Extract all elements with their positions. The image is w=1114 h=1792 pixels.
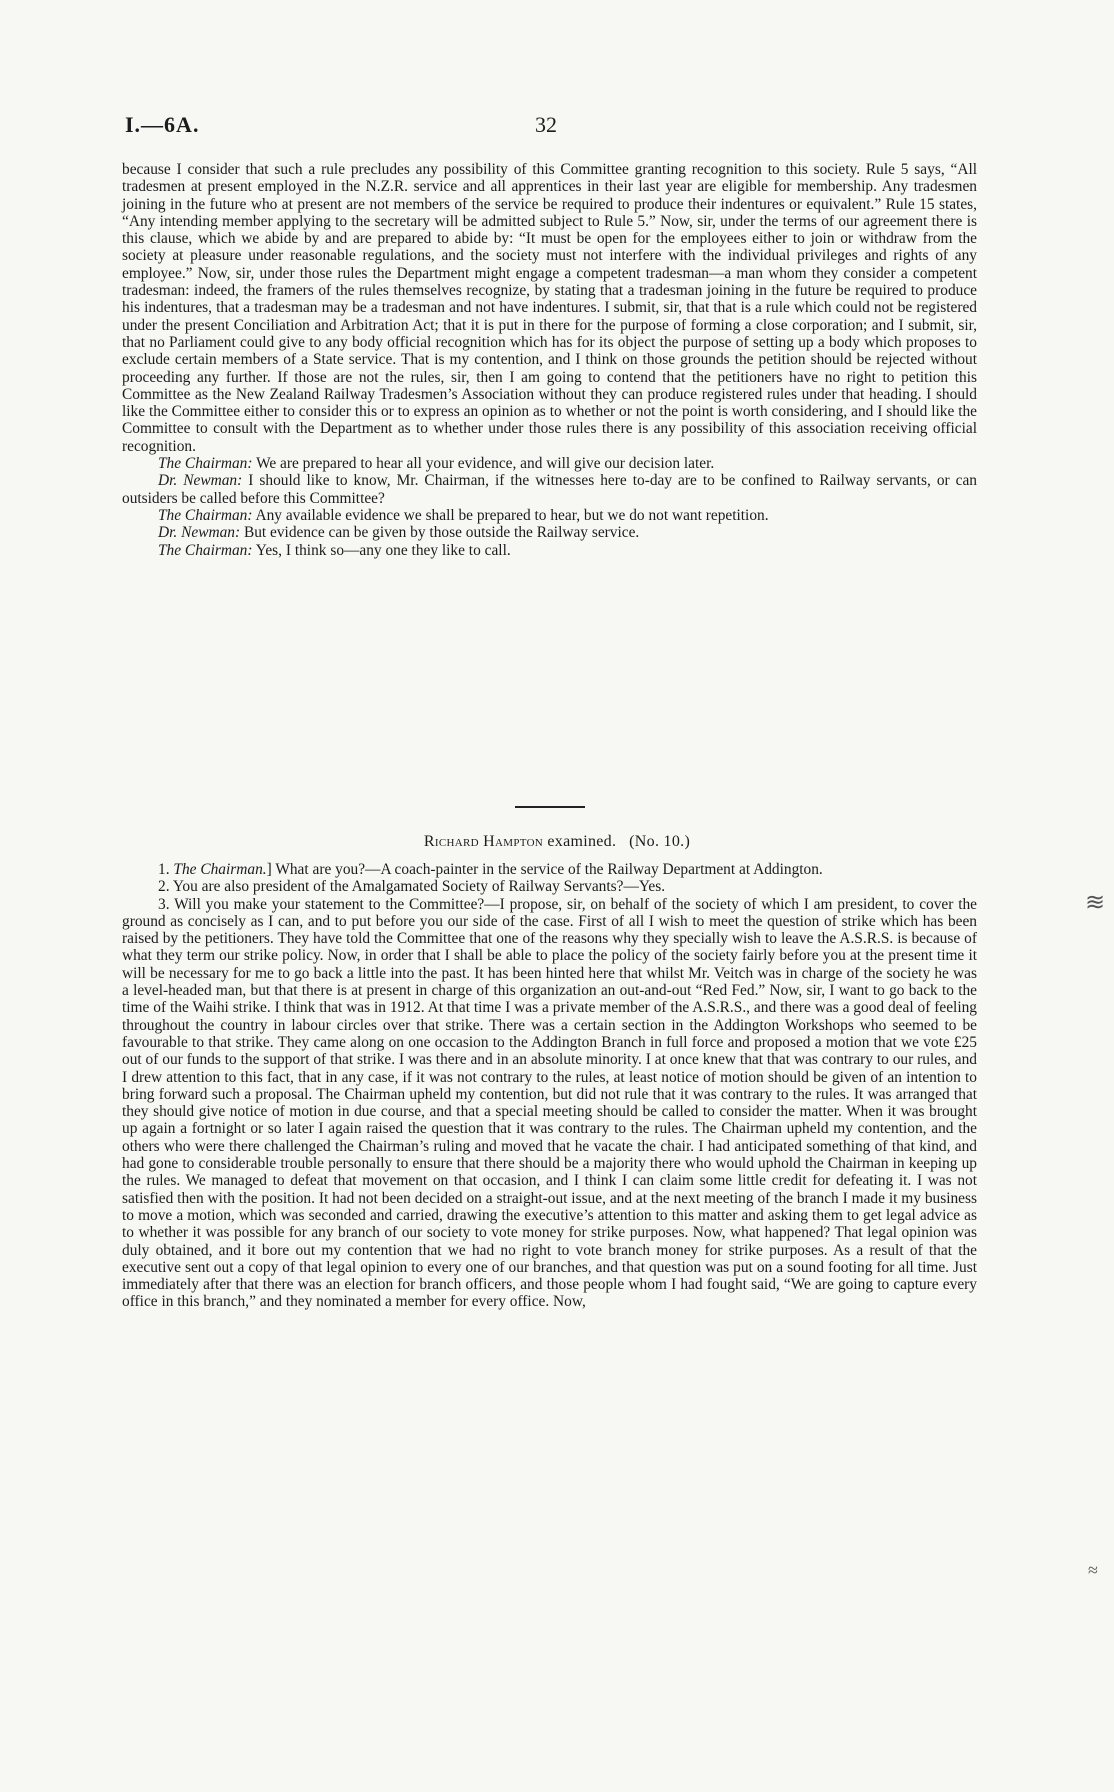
dialogue-text: Yes, I think so—any one they like to call. xyxy=(252,541,511,559)
question-number: 2. xyxy=(158,878,170,896)
margin-scribble-mark: ≈ xyxy=(1088,1560,1098,1580)
question-number: 3. xyxy=(158,895,170,913)
dialogue-text: But evidence can be given by those outside the Railway service. xyxy=(240,524,640,542)
question-text: ] What are you?—A coach-painter in the service of the Railway Department at Addington. xyxy=(266,861,823,878)
margin-scribble-mark: ≋ xyxy=(1085,890,1106,916)
question-speaker: The Chairman. xyxy=(173,861,267,878)
dialogue-line xyxy=(122,507,977,524)
witness-number: (No. 10.) xyxy=(629,833,691,850)
section-divider xyxy=(515,806,585,808)
witness-heading xyxy=(0,833,1114,851)
dialogue-line xyxy=(122,455,977,472)
speaker-name: Dr. Newman: xyxy=(158,472,243,490)
question-item xyxy=(122,896,977,1311)
witness-name: Richard Hampton xyxy=(423,833,544,850)
body-paragraph: because I consider that such a rule precludes any possibility of this Committee granting recognition to this society. Rule 5 says, “All tradesmen at present employed in the N.Z.R. service and all apprentices in their last year are eligible for membership. Any tradesmen joining in the future who at present are not members of the service be required to produce their indentures or equivalent.” Rule 15 states, “Any intending member applying to the secretary will be admitted subject to Rule 5.” Now, sir, under the terms of our agreement there is this clause, which we abide by and are prepared to abide by: “It must be open for the employees either to join or withdraw from the society at pleasure under reasonable regulations, and the society must not interfere with the individual privileges and rights of any employee.” Now, sir, under those rules the Department might engage a competent tradesman—a man whom they consider a competent tradesman: indeed, the framers of the rules themselves recognize, by stating that a tradesman joining in the future be required to produce his indentures, that a tradesman may be a tradesman and not have indentures. I submit, sir, that that is a rule which could not be registered under the present Conciliation and Arbitration Act; that it is put in there for the purpose of forming a close corporation; and I submit, sir, that no Parliament could give to any body official recognition which has for its object the purpose of setting up a body which proposes to exclude certain members of a State service. That is my contention, and I think on those grounds the petition should be rejected without proceeding any further. If those are not the rules, sir, then I am going to contend that the petitioners have no right to petition this Committee as the New Zealand Railway Tradesmen’s Association without they can produce registered rules under that heading. I should like the Committee either to consider this or to express an opinion as to whether or not the point is worth considering, and I should like the Committee to consult with the Department as to whether under those rules there is any possibility of this association receiving official recognition. xyxy=(122,161,977,455)
witness-examined: examined. xyxy=(543,833,617,850)
question-item xyxy=(122,861,977,878)
speaker-name: The Chairman: xyxy=(158,541,253,559)
speaker-name: The Chairman: xyxy=(158,506,253,524)
question-item xyxy=(122,878,977,895)
question-number: 1. xyxy=(158,861,170,878)
dialogue-text: We are prepared to hear all your evidence, and will give our decision later. xyxy=(252,455,715,473)
dialogue-text: I should like to know, Mr. Chairman, if the witnesses here to-day are to be confined to Railway servants, or can outsiders be called before this Committee? xyxy=(122,472,978,507)
page-number: 32 xyxy=(535,112,557,137)
paper-reference: I.—6A. xyxy=(125,112,200,137)
speaker-name: Dr. Newman: xyxy=(158,524,241,542)
speaker-name: The Chairman: xyxy=(158,455,253,473)
examination-block xyxy=(122,861,977,1311)
dialogue-text: Any available evidence we shall be prepared to hear, but we do not want repetition. xyxy=(252,506,769,524)
dialogue-line xyxy=(122,542,977,559)
top-text-block xyxy=(122,161,977,559)
dialogue-line xyxy=(122,472,977,507)
question-text: You are also president of the Amalgamated Society of Railway Servants?—Yes. xyxy=(172,878,666,896)
question-text: Will you make your statement to the Committee?—I propose, sir, on behalf of the society of which I am president, to cover the ground as concisely as I can, and to put before you our side of the case. First of all I wish to meet the question of strike which has been raised by the petitioners. They have told the Committee that one of the reasons why they specially wish to leave the A.S.R.S. is because of what they term our strike policy. Now, in order that I shall be able to place the policy of the society fairly before you at the present time it will be necessary for me to go back a little into the past. It has been hinted here that whilst Mr. Veitch was in charge of the society he was a level-headed man, but that there is at present in charge of this organization an out-and-out “Red Fed.” Now, sir, I want to go back to the time of the Waihi strike. I think that was in 1912. At that time I was a private member of the A.S.R.S., and there was a good deal of feeling throughout the country in labour circles over that strike. There was a certain section in the Addington Workshops who seemed to be favourable to that strike. They came along on one occasion to the Addington Branch in full force and proposed a motion that we vote £25 out of our funds to the support of that strike. I was there and in an absolute minority. I at once knew that that was contrary to our rules, and I drew attention to this fact, that in any case, if it was not contrary to the rules, at least notice of motion should be given of an intention to bring forward such a proposal. The Chairman upheld my contention, but did not rule that it was contrary to the rules. It was arranged that they should give notice of motion in due course, and that a special meeting should be called to consider the matter. When it was brought up again a fortnight or so later I again raised the question that it was contrary to the rules. The Chairman upheld my contention, and the others who were there challenged the Chairman’s ruling and moved that he vacate the chair. I had anticipated something of that kind, and had gone to considerable trouble personally to ensure that there should be a majority there who would uphold the Chairman in keeping up the rules. We managed to defeat that movement on that occasion, and I think I can claim some little credit for defeating it. I was not satisfied then with the position. It had not been decided on a straight-out issue, and at the next meeting of the branch I made it my business to move a motion, which was seconded and carried, drawing the executive’s attention to this matter and asking them to get legal advice as to whether it was possible for any branch of our society to vote money for strike purposes. Now, what happened? That legal opinion was duly obtained, and it bore out my contention that we had no right to vote branch money for strike purposes. As a result of that the executive sent out a copy of that legal opinion to every one of our branches, and that question was put on a sound footing for all time. Just immediately after that there was an election for branch officers, and those people whom I had fought said, “We are going to capture every office in this branch,” and they nominated a member for every office. Now, xyxy=(122,895,977,1311)
dialogue-line xyxy=(122,524,977,541)
